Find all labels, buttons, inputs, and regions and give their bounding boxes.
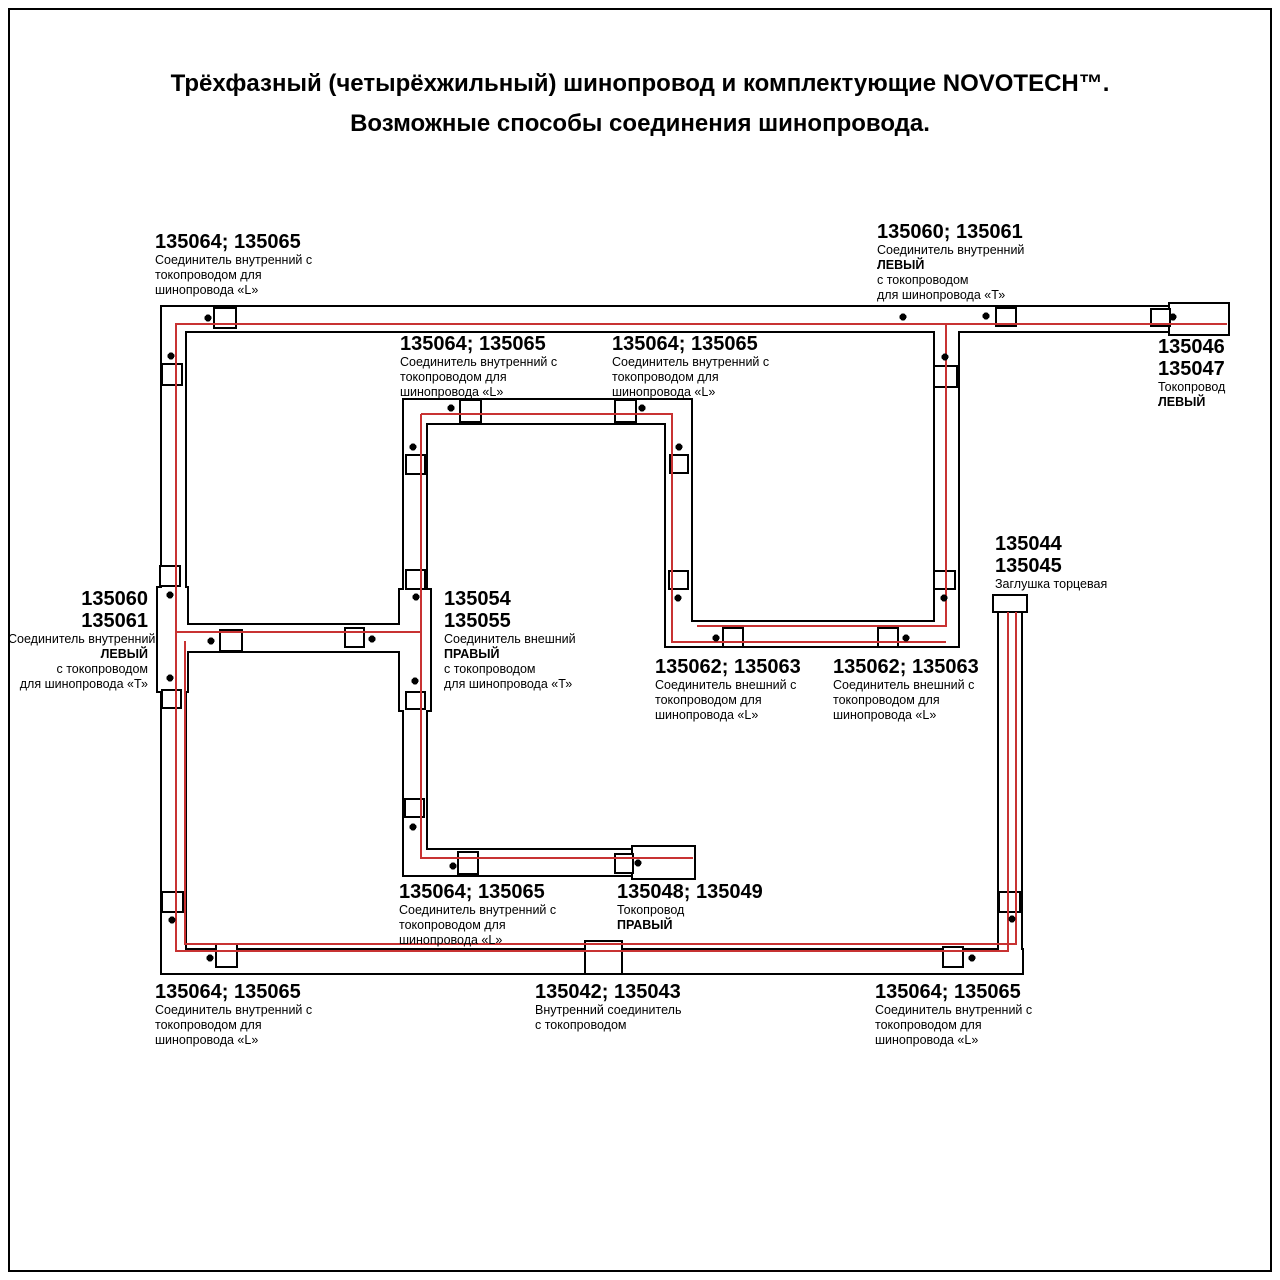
label-connector-inner-top-1: 135064; 135065 Соединитель внутренний с токопроводом для шинопровода «L» xyxy=(400,333,558,399)
label-connector-bottom-right: 135064; 135065 Соединитель внутренний с токопроводом для шинопровода «L» xyxy=(875,981,1033,1047)
page-title-line2: Возможные способы соединения шинопровода. xyxy=(350,110,930,137)
label-t-connector-left: 135060 135061 Соединитель внутренний ЛЕВЫЙ с токопроводом для шинопровода «Т» xyxy=(8,588,156,691)
label-t-connector-middle: 135054 135055 Соединитель внешний ПРАВЫЙ с токопроводом для шинопровода «Т» xyxy=(444,588,576,691)
label-connector-inner-top-2: 135064; 135065 Соединитель внутренний с токопроводом для шинопровода «L» xyxy=(612,333,770,399)
label-connector-bottom-left: 135064; 135065 Соединитель внутренний с токопроводом для шинопровода «L» xyxy=(155,981,313,1047)
label-end-cap: 135044 135045 Заглушка торцевая xyxy=(995,533,1108,591)
feed-piece-left-top-right xyxy=(1169,303,1229,335)
label-connector-top-left: 135064; 135065 Соединитель внутренний с токопроводом для шинопровода «L» xyxy=(155,231,313,297)
page-title-line1: Трёхфазный (четырёхжильный) шинопровод и комплектующие NOVOTECH™. xyxy=(170,70,1110,97)
label-connector-bottom-mid: 135064; 135065 Соединитель внутренний с токопроводом для шинопровода «L» xyxy=(399,881,557,947)
label-t-connector-top: 135060; 135061 Соединитель внутренний ЛЕВЫЙ с токопроводом для шинопровода «Т» xyxy=(877,221,1025,302)
page-title xyxy=(0,64,1280,144)
label-inline-connector-bottom: 135042; 135043 Внутренний соединитель с токопроводом xyxy=(535,981,682,1032)
label-outer-corner-1: 135062; 135063 Соединитель внешний с токопроводом для шинопровода «L» xyxy=(655,656,801,722)
label-feed-left: 135046 135047 Токопровод ЛЕВЫЙ xyxy=(1158,336,1226,409)
label-feed-right: 135048; 135049 Токопровод ПРАВЫЙ xyxy=(617,881,763,932)
label-outer-corner-2: 135062; 135063 Соединитель внешний с токопроводом для шинопровода «L» xyxy=(833,656,979,722)
end-cap xyxy=(993,595,1027,612)
